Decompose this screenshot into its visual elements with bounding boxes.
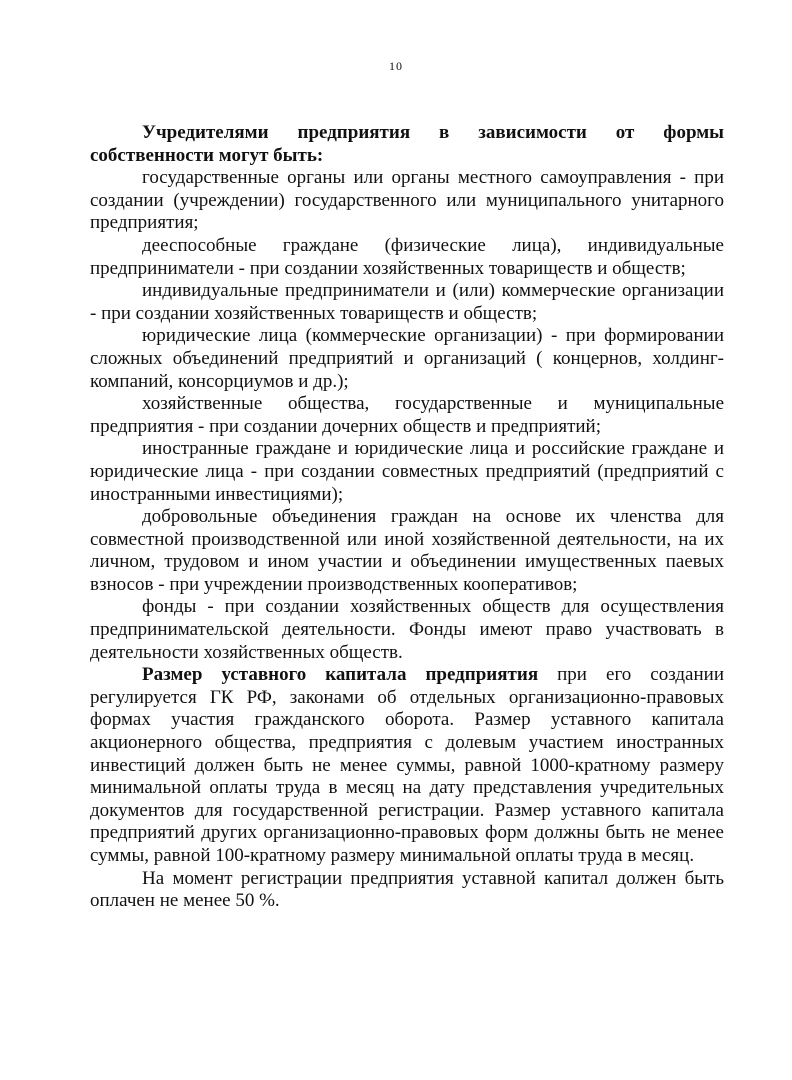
capital-text: при его создании регулируется ГК РФ, законами об отдельных организационно-правовых формах участия гражданского оборота. Размер уставного капитала акционерного общества, предприятия с долевым участием иностранных инвестиций должен быть не менее суммы, равной 1000-кратному размеру минимальной оплаты труда в месяц на дату представления учредительных документов для государственной регистрации. Размер уставного капитала предприятий других организационно-правовых форм должны быть не менее суммы, равной 100-кратному размеру минимальной оплаты труда в месяц. xyxy=(90,664,724,866)
section-heading: Учредителями предприятия в зависимости от формы собственности могут быть: xyxy=(90,122,724,166)
founder-item-legal-entities: юридические лица (коммерческие организации) - при формировании сложных объединений предприятий и организаций ( концернов, холдинг-компаний, консорциумов и др.); xyxy=(90,325,724,392)
founder-item-voluntary-associations: добровольные объединения граждан на основе их членства для совместной производственной или иной хозяйственной деятельности, на их личном, трудовом и ином участии и объединении имущественных паевых взносов - при учреждении производственных кооперативов; xyxy=(90,506,724,595)
capital-paragraph xyxy=(90,664,724,867)
founder-item-citizens: дееспособные граждане (физические лица), индивидуальные предприниматели - при создании хозяйственных товариществ и обществ; xyxy=(90,234,724,279)
founder-item-business-companies: хозяйственные общества, государственные и муниципальные предприятия - при создании дочерних обществ и предприятий; xyxy=(90,393,724,437)
founder-item-state-bodies: государственные органы или органы местного самоуправления - при создании (учреждении) государственного или муниципального унитарного предприятия; xyxy=(90,167,724,234)
founder-item-funds: фонды - при создании хозяйственных обществ для осуществления предпринимательской деятельности. Фонды имеют право участвовать в деятельности хозяйственных обществ. xyxy=(90,596,724,663)
page-body xyxy=(90,122,724,913)
page-number: 10 xyxy=(389,59,403,73)
capital-term: Размер уставного капитала предприятия xyxy=(142,664,539,686)
registration-paragraph: На момент регистрации предприятия уставной капитал должен быть оплачен не менее 50 %. xyxy=(90,867,724,912)
founder-item-foreign-citizens: иностранные граждане и юридические лица и российские граждане и юридические лица - при создании совместных предприятий (предприятий с иностранными инвестициями); xyxy=(90,438,724,505)
founder-item-entrepreneurs: индивидуальные предприниматели и (или) коммерческие организации - при создании хозяйственных товариществ и обществ; xyxy=(90,280,724,324)
